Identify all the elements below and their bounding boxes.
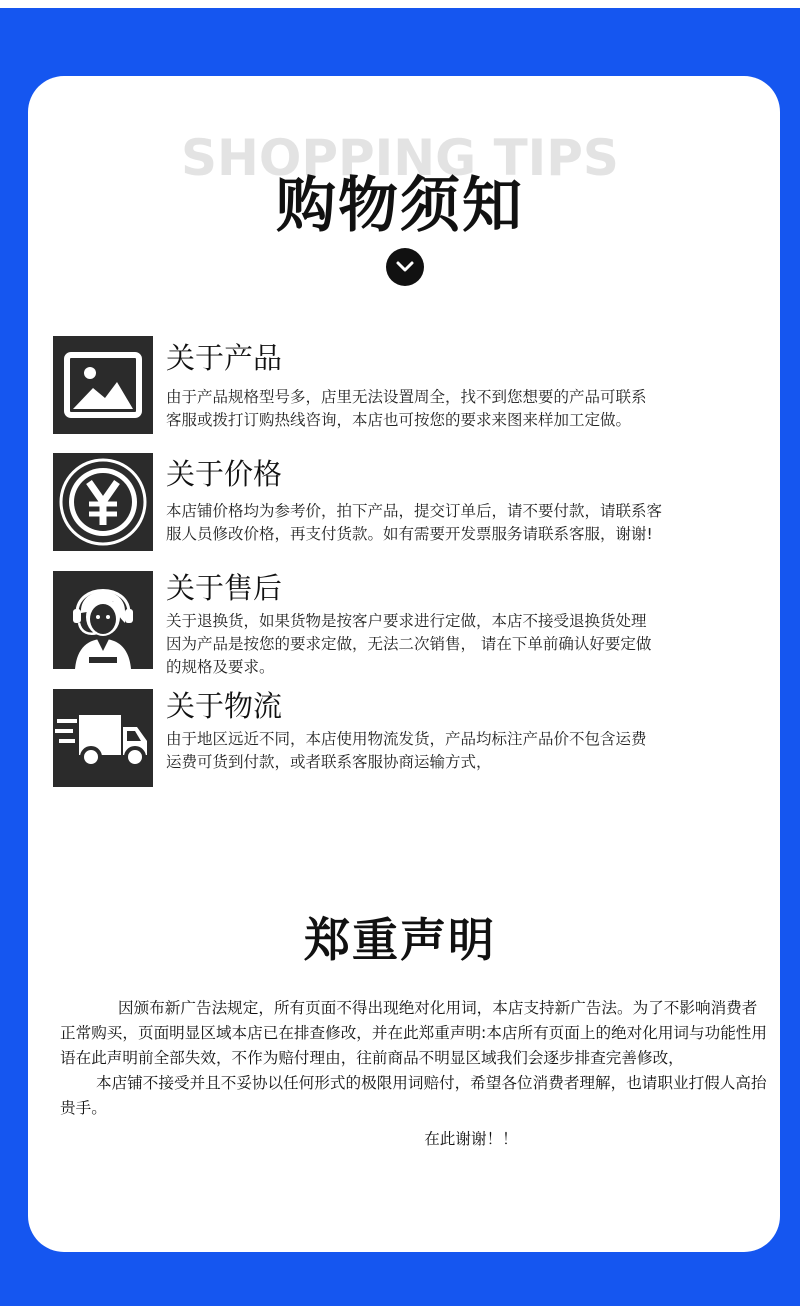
chevron-down-icon bbox=[386, 248, 424, 286]
tip-text-after-sales bbox=[166, 610, 766, 679]
tip-title-product: 关于产品 bbox=[166, 341, 283, 375]
tip-text-price bbox=[166, 500, 766, 546]
statement-paragraph: 本店铺不接受并且不妥协以任何形式的极限用词赔付，希望各位消费者理解，也请职业打假人高抬贵手。 bbox=[60, 1074, 767, 1117]
image-icon bbox=[53, 336, 153, 434]
tip-line: 的规格及要求。 bbox=[166, 658, 275, 676]
statement-paragraph: 因颁布新广告法规定，所有页面不得出现绝对化用词，本店支持新广告法。为了不影响消费者正常购买，页面明显区域本店已在排查修改，并在此郑重声明:本店所有页面上的绝对化用词与功能性用语在此声明前全部失效，不作为赔付理由，往前商品不明显区域我们会逐步排查完善修改， bbox=[60, 999, 767, 1067]
page-title: 购物须知 bbox=[276, 171, 524, 241]
tip-line: 客服或拨打订购热线咨询，本店也可按您的要求来图来样加工定做。 bbox=[166, 411, 632, 429]
customer-service-icon bbox=[53, 571, 153, 669]
tip-text-product bbox=[166, 386, 766, 432]
tip-line: 因为产品是按您的要求定做，无法二次销售， 请在下单前确认好要定做 bbox=[166, 635, 652, 653]
delivery-truck-icon bbox=[53, 689, 153, 787]
tip-line: 服人员修改价格，再支付货款。如有需要开发票服务请联系客服，谢谢! bbox=[166, 525, 653, 543]
tip-text-logistics bbox=[166, 728, 766, 774]
yen-coin-icon bbox=[53, 453, 153, 551]
statement-title: 郑重声明 bbox=[304, 913, 496, 967]
tip-line: 由于地区远近不同，本店使用物流发货，产品均标注产品价不包含运费 bbox=[166, 730, 647, 748]
tip-title-after-sales: 关于售后 bbox=[166, 571, 283, 605]
tip-line: 由于产品规格型号多，店里无法设置周全，找不到您想要的产品可联系 bbox=[166, 388, 647, 406]
tip-line: 运费可货到付款，或者联系客服协商运输方式， bbox=[166, 753, 492, 771]
tip-line: 本店铺价格均为参考价，拍下产品，提交订单后，请不要付款，请联系客 bbox=[166, 502, 663, 520]
statement-body bbox=[60, 996, 772, 1152]
tip-line: 关于退换货，如果货物是按客户要求进行定做，本店不接受退换货处理 bbox=[166, 612, 647, 630]
section-subtitle-en: SHOPPING TIPS bbox=[181, 129, 619, 187]
tip-title-price: 关于价格 bbox=[166, 457, 283, 491]
top-strip bbox=[0, 0, 800, 8]
tip-title-logistics: 关于物流 bbox=[166, 689, 283, 723]
statement-thanks: 在此谢谢！！ bbox=[424, 1130, 518, 1148]
